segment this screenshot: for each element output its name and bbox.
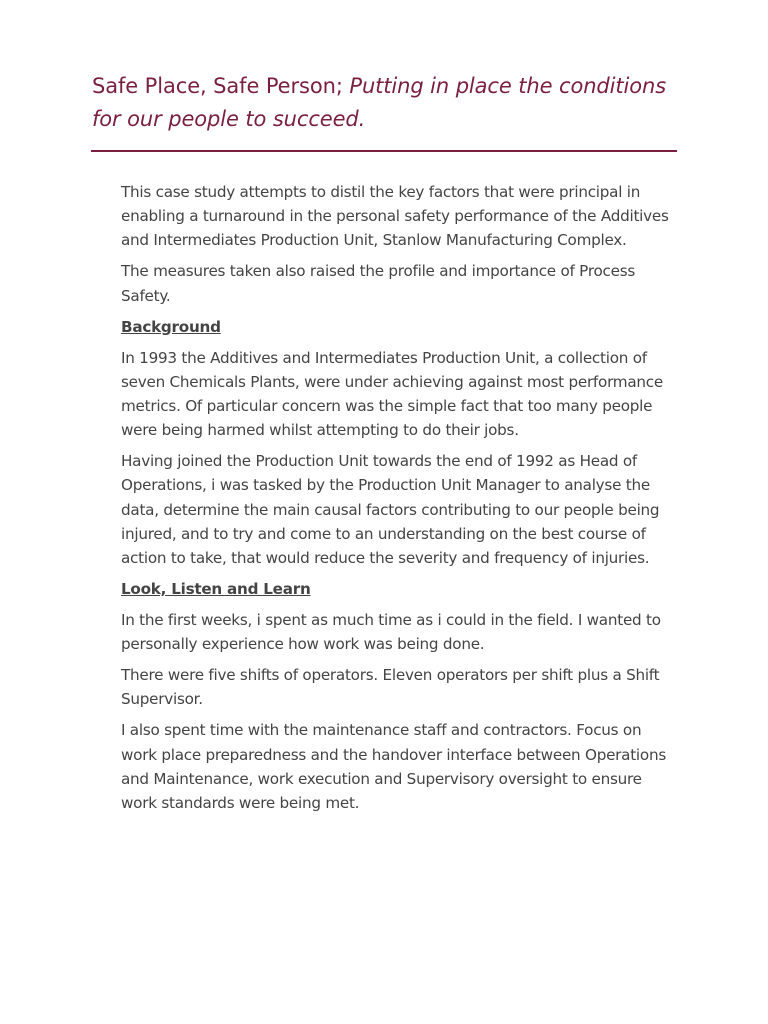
title-main: Safe Place, Safe Person; <box>92 74 350 98</box>
document-body <box>121 180 681 822</box>
background-paragraph-1: In 1993 the Additives and Intermediates Production Unit, a collection of seven Chemicals Plants, were under achieving against most performance metrics. Of particular concern was the simple fact that too many people were being harmed whilst attempting to do their jobs. <box>121 348 663 440</box>
background-paragraph-2: Having joined the Production Unit towards the end of 1992 as Head of Operations, i was tasked by the Production Unit Manager to analyse the data, determine the main causal factors contributing to our people being injured, and to try and come to an understanding on the best course of action to take, that would reduce the severity and frequency of injuries. <box>121 452 660 568</box>
document-title <box>92 70 682 136</box>
look-paragraph-3: I also spent time with the maintenance staff and contractors. Focus on work place preparedness and the handover interface between Operations and Maintenance, work execution and Supervisory oversight to ensure work standards were being met. <box>121 721 666 813</box>
look-paragraph-1: In the first weeks, i spent as much time as i could in the field. I wanted to personally experience how work was being done. <box>121 611 661 654</box>
title-block <box>92 70 682 136</box>
intro-paragraph-1: This case study attempts to distil the key factors that were principal in enabling a turnaround in the personal safety performance of the Additives and Intermediates Production Unit, Stanlow Manufacturing Complex. <box>121 183 669 250</box>
section-heading-look-listen-learn: Look, Listen and Learn <box>121 580 311 599</box>
look-paragraph-2: There were five shifts of operators. Eleven operators per shift plus a Shift Supervisor. <box>121 666 660 709</box>
title-subtitle: Putting in place the conditions for our people to succeed. <box>92 74 667 131</box>
section-heading-background: Background <box>121 317 221 336</box>
intro-paragraph-2: The measures taken also raised the profile and importance of Process Safety. <box>121 262 636 305</box>
title-divider <box>91 150 677 152</box>
